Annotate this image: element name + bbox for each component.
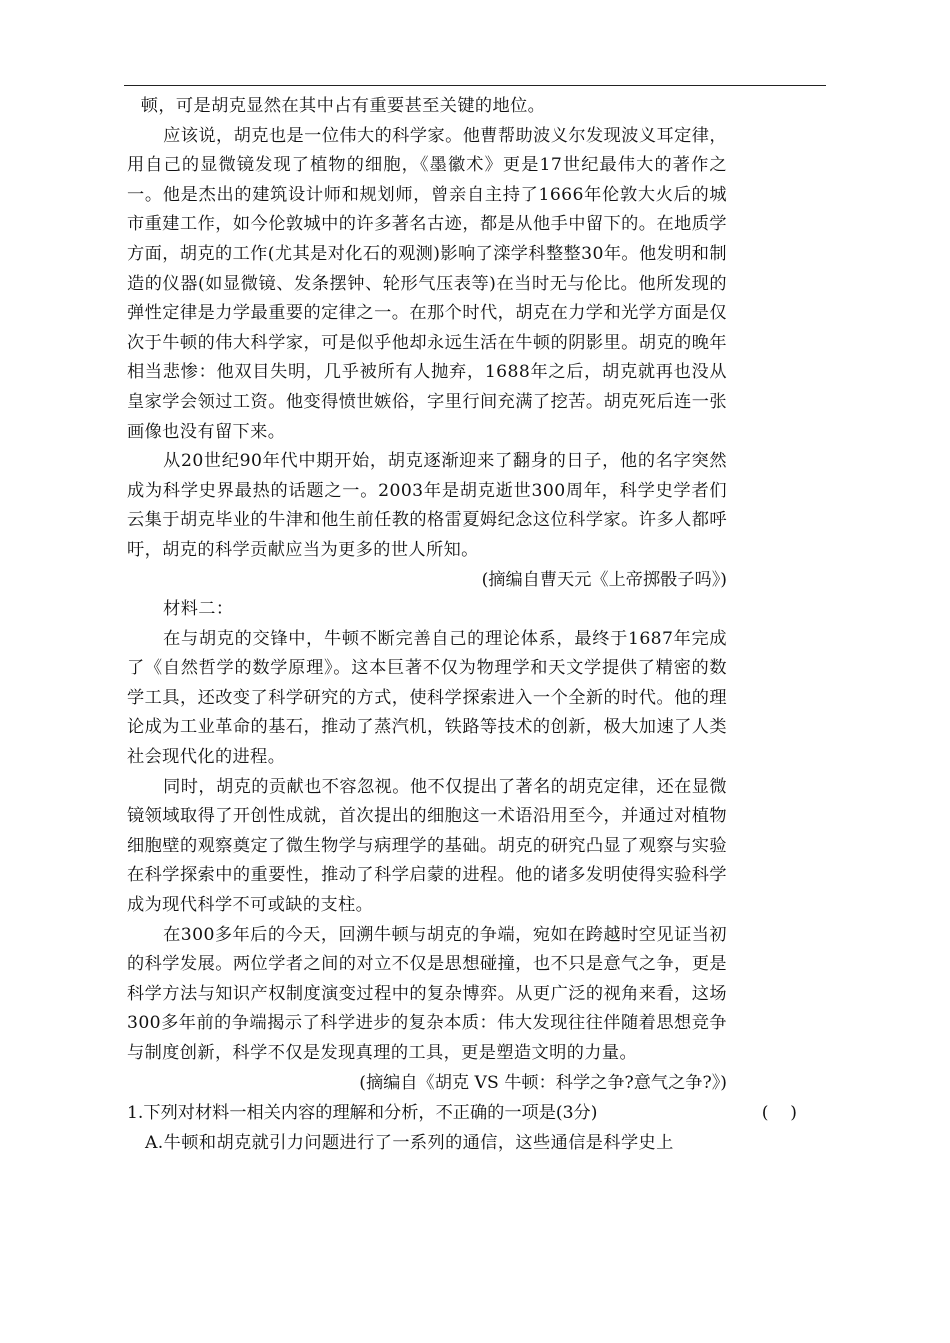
document-body [127, 92, 797, 1158]
material-two-source: (摘编自《胡克 VS 牛顿：科学之争?意气之争?》) [359, 1072, 727, 1093]
material-two-paragraph-hooke: 同时，胡克的贡献也不容忽视。他不仅提出了著名的胡克定律，还在显微镜领域取得了开创性成就，首次提出的细胞这一术语沿用至今，并通过对植物细胞壁的观察奠定了微生物学与病理学的基础。胡克的研究凸显了观察与实验在科学探索中的重要性，推动了科学启蒙的进程。他的诸多发明使得实验科学成为现代科学不可或缺的支柱。 [127, 776, 727, 916]
material-two-paragraph-newton: 在与胡克的交锋中，牛顿不断完善自己的理论体系，最终于1687年完成了《自然哲学的数学原理》。这本巨著不仅为物理学和天文学提供了精密的数学工具，还改变了科学研究的方式，使科学探索进入一个全新的时代。他的理论成为工业革命的基石，推动了蒸汽机，铁路等技术的创新，极大加速了人类社会现代化的进程。 [127, 628, 727, 768]
material-one-paragraph-continued: 顿，可是胡克显然在其中占有重要甚至关键的地位。 [140, 96, 546, 116]
material-one-source: (摘编自曹天元《上帝掷骰子吗》) [481, 569, 727, 590]
question-1 [127, 1098, 797, 1128]
material-one-paragraph-hooke-revival: 从20世纪90年代中期开始，胡克逐渐迎来了翻身的日子，他的名字突然成为科学史界最热的话题之一。2003年是胡克逝世300周年，科学史学者们云集于胡克毕业的牛津和他生前任教的格雷夏姆纪念这位科学家。许多人都呼吁，胡克的科学贡献应当为更多的世人所知。 [127, 451, 727, 560]
material-two-heading: 材料二： [163, 599, 234, 620]
question-1-option-a[interactable]: A.牛顿和胡克就引力问题进行了一系列的通信，这些通信是科学史上 [145, 1133, 674, 1154]
material-two-paragraph-conclusion: 在300多年后的今天，回溯牛顿与胡克的争端，宛如在跨越时空见证当初的科学发展。两位学者之间的对立不仅是思想碰撞，也不只是意气之争，更是科学方法与知识产权制度演变过程中的复杂博弈。从更广泛的视角来看，这场300多年前的争端揭示了科学进步的复杂本质：伟大发现往往伴随着思想竞争与制度创新，科学不仅是发现真理的工具，更是塑造文明的力量。 [127, 924, 727, 1063]
question-1-stem: 1.下列对材料一相关内容的理解和分析，不正确的一项是(3分) [127, 1103, 598, 1124]
answer-bracket[interactable]: ( ) [761, 1103, 797, 1124]
material-one-paragraph-hooke-scientist: 应该说，胡克也是一位伟大的科学家。他曹帮助波义尔发现波义耳定律，用自己的显微镜发现了植物的细胞，《墨徽术》更是17世纪最伟大的著作之一。他是杰出的建筑设计师和规划师，曾亲自主持了1666年伦敦大火后的城市重建工作，如今伦敦城中的许多著名古迹，都是从他手中留下的。在地质学方面，胡克的工作(尤其是对化石的观测)影响了滦学科整整30年。他发明和制造的仪器(如显微镜、发条摆钟、轮形气压表等)在当时无与伦比。他所发现的弹性定律是力学最重要的定律之一。在那个时代，胡克在力学和光学方面是仅次于牛顿的伟大科学家，可是似乎他却永远生活在牛顿的阴影里。胡克的晚年相当悲惨：他双目失明，几乎被所有人抛弃，1688年之后，胡克就再也没从皇家学会领过工资。他变得愤世嫉俗，字里行间充满了挖苦。胡克死后连一张画像也没有留下来。 [127, 125, 727, 442]
header-rule [124, 85, 826, 86]
